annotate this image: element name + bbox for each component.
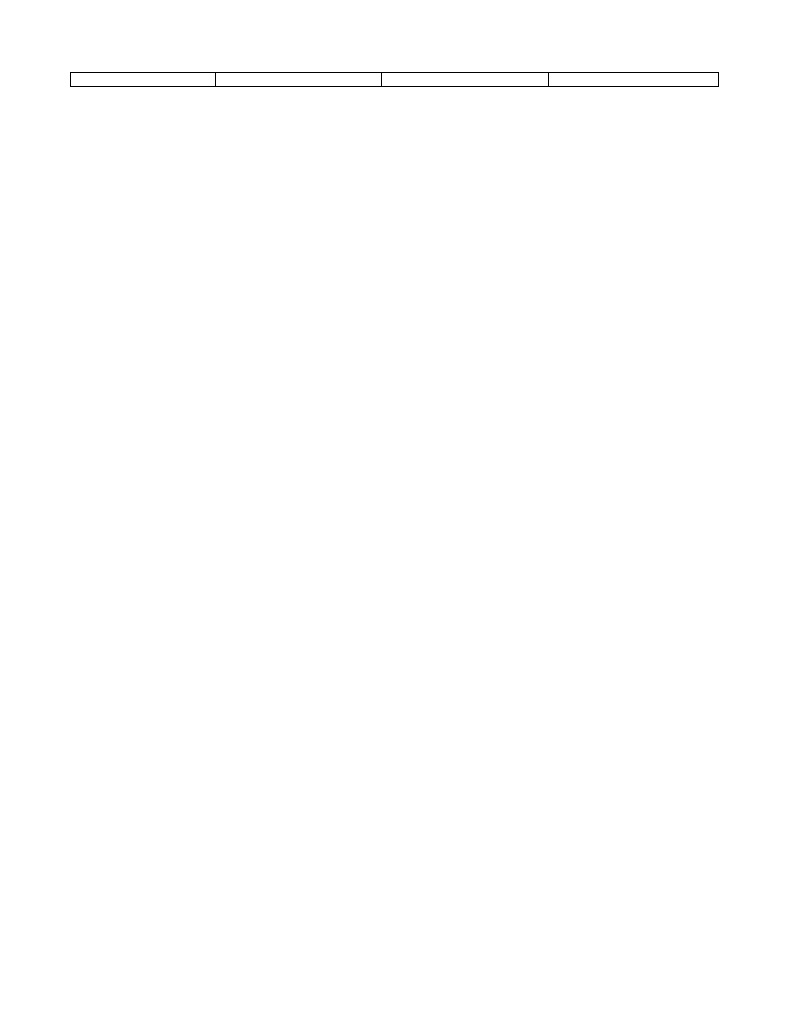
header-group-total (549, 73, 719, 87)
header-group-woven (216, 73, 382, 87)
export-table (70, 72, 719, 87)
header-group-knit (382, 73, 549, 87)
header-country (71, 73, 216, 87)
